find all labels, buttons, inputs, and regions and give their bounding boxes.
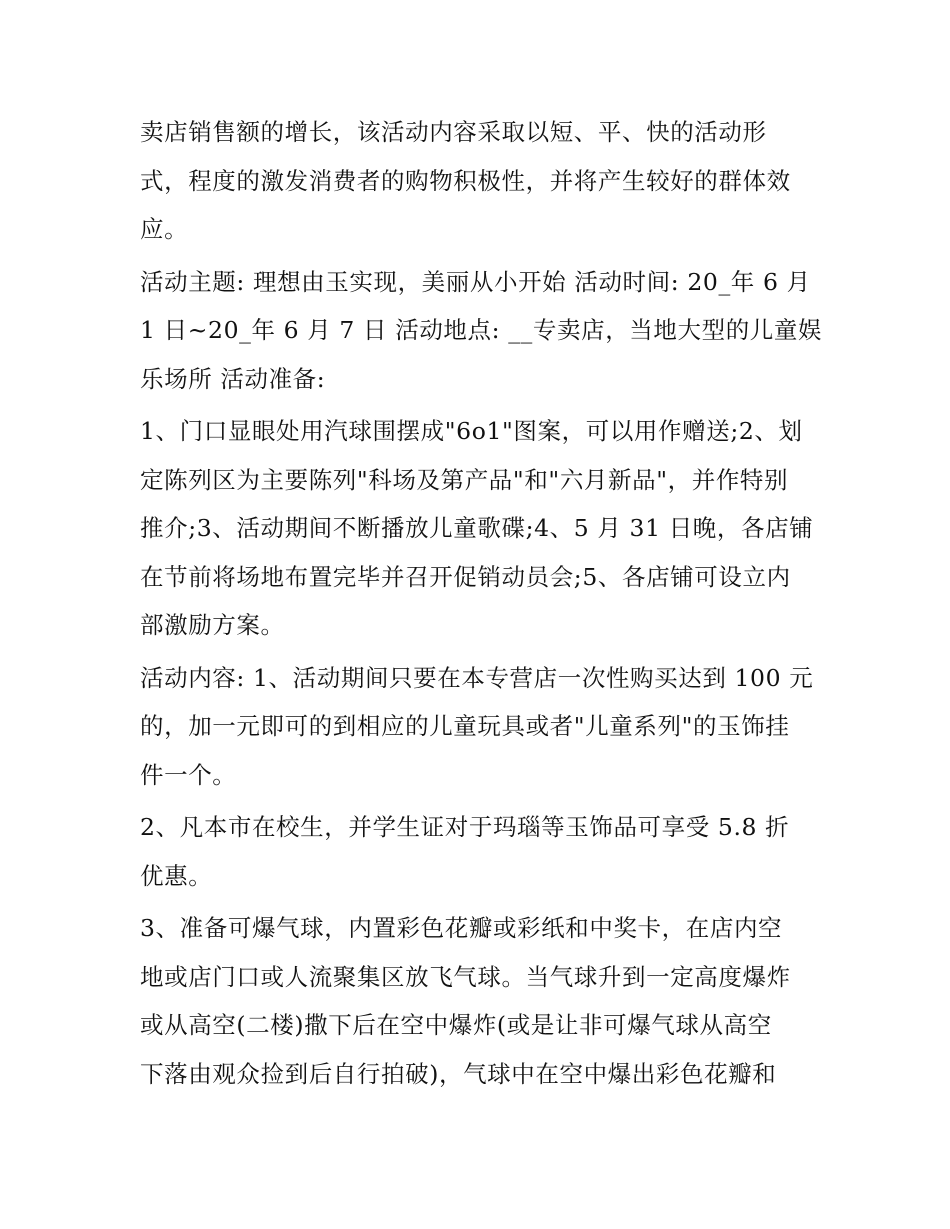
paragraph-content-3	[140, 904, 812, 1098]
paragraph-preparation	[140, 407, 812, 650]
text-line: 件一个。	[140, 760, 237, 789]
paragraph-content-2	[140, 803, 812, 900]
text-line: 2、凡本市在校生，并学生证对于玛瑙等玉饰品可享受 5.8 折	[140, 813, 790, 841]
text-line: 优惠。	[140, 861, 213, 890]
text-line: 定陈列区为主要陈列"科场及第产品"和"六月新品"，并作特别	[140, 465, 789, 494]
text-line: 或从高空(二楼)撒下后在空中爆炸(或是让非可爆气球从高空	[140, 1011, 772, 1039]
text-line: 推介;3、活动期间不断播放儿童歌碟;4、5 月 31 日晚，各店铺	[140, 514, 814, 542]
text-line: 活动内容: 1、活动期间只要在本专营店一次性购买达到 100 元	[140, 663, 814, 692]
text-line: 部激励方案。	[140, 611, 285, 639]
text-line: 1 日~20_年 6 月 7 日 活动地点: __专卖店，当地大型的儿童娱	[140, 316, 823, 344]
text-line: 的，加一元即可的到相应的儿童玩具或者"儿童系列"的玉饰挂	[140, 712, 790, 740]
document-page	[140, 108, 823, 1102]
paragraph-activity-info	[140, 258, 823, 404]
paragraph-content-1	[140, 654, 812, 800]
text-line: 3、准备可爆气球，内置彩色花瓣或彩纸和中奖卡，在店内空	[140, 914, 783, 942]
text-line: 1、门口显眼处用汽球围摆成"6o1"图案，可以用作赠送;2、划	[140, 417, 803, 445]
text-line: 下落由观众捡到后自行拍破)，气球中在空中爆出彩色花瓣和	[140, 1059, 777, 1088]
text-line: 式，程度的激发消费者的购物积极性，并将产生较好的群体效	[140, 166, 791, 195]
text-line: 乐场所 活动准备:	[140, 364, 326, 393]
text-line: 卖店销售额的增长，该活动内容采取以短、平、快的活动形	[140, 118, 767, 146]
text-line: 在节前将场地布置完毕并召开促销动员会;5、各店铺可设立内	[140, 562, 791, 591]
text-line: 应。	[140, 215, 189, 243]
text-line: 活动主题: 理想由玉实现，美丽从小开始 活动时间: 20_年 6 月	[140, 267, 811, 296]
paragraph-intro	[140, 108, 812, 254]
text-line: 地或店门口或人流聚集区放飞气球。当气球升到一定高度爆炸	[140, 962, 791, 991]
